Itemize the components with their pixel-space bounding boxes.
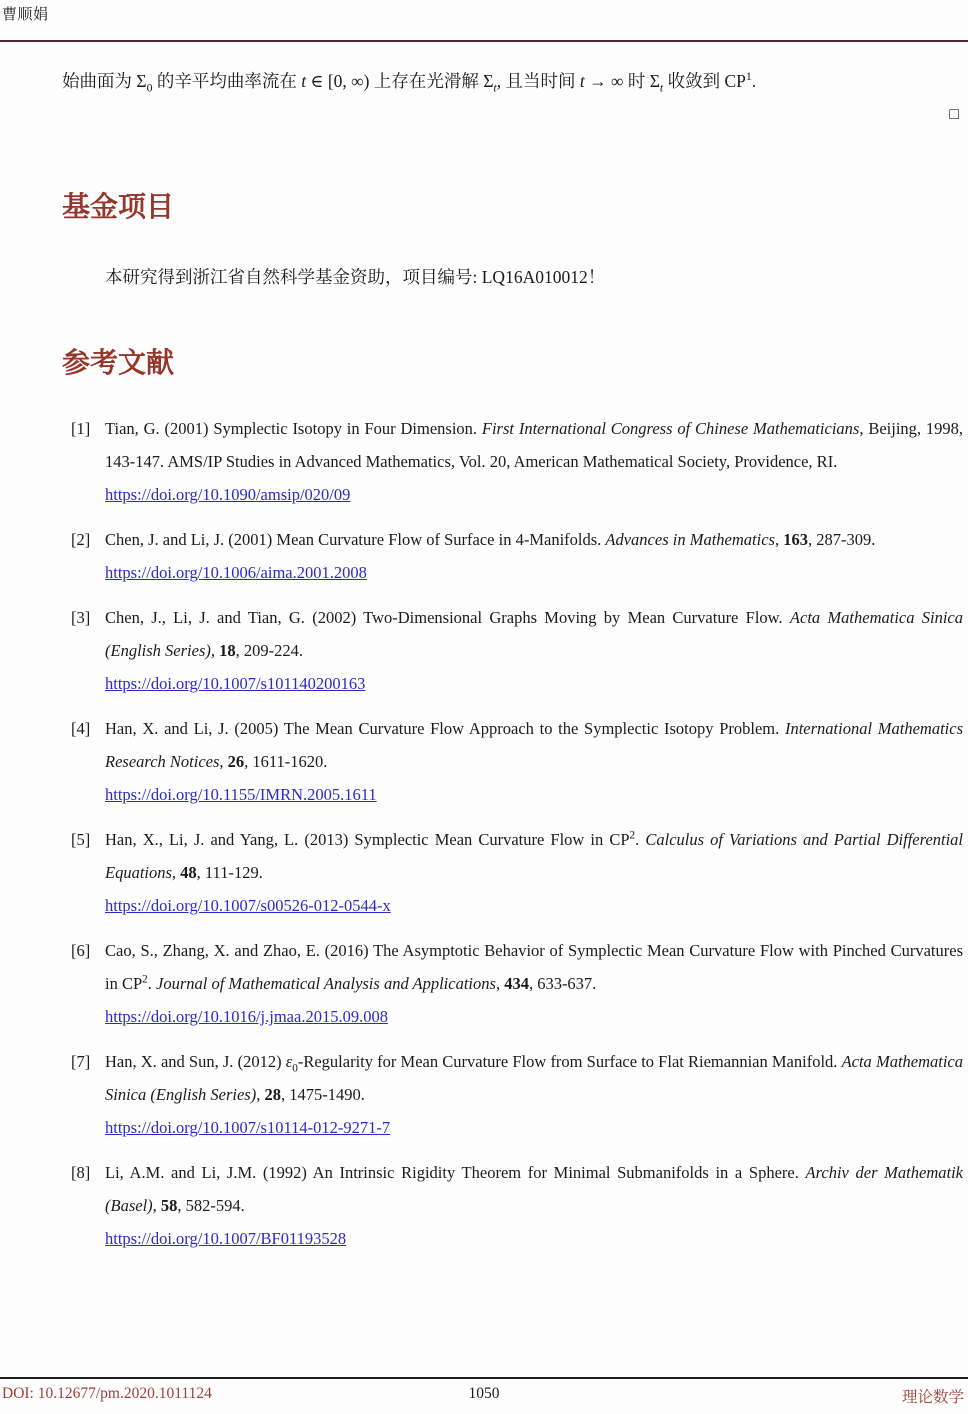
text-segment: , [171,863,181,882]
text-segment: Han, X. and Sun, J. (2012) [105,1052,286,1071]
footer-doi: DOI: 10.12677/pm.2020.1011124 [2,1385,212,1402]
text-segment: → ∞ 时 [584,71,650,91]
text-segment: Advances in Mathematics [605,530,775,549]
reference-item [62,823,963,922]
text-segment: 434 [504,974,529,993]
text-segment: Acta Mathematica Sinica (English Series) [105,1052,964,1104]
text-segment: Han, X. and Li, J. (2005) The Mean Curvature Flow Approach to the Symplectic Isotopy Problem. [105,719,785,738]
reference-list [62,412,963,1255]
text-segment: 48 [180,863,197,882]
text-segment: , 287-309. [807,530,876,549]
reference-number: [1] [71,419,91,438]
text-segment: Acta Mathematica Sinica (English Series) [105,608,964,660]
reference-text [105,1163,963,1215]
reference-text [105,530,875,549]
text-segment: , [219,752,228,771]
text-segment: Chen, J., Li, J. and Tian, G. (2002) Two-Dimensional Graphs Moving by Mean Curvature Flow. [105,608,790,627]
reference-text [105,941,963,993]
reference-doi-link[interactable]: https://doi.org/10.1155/IMRN.2005.1611 [105,785,377,804]
reference-text [105,419,963,471]
text-segment: . [147,974,157,993]
reference-text [105,1052,963,1104]
text-segment: Li, A.M. and Li, J.M. (1992) An Intrinsic Rigidity Theorem for Minimal Submanifolds in a Sphere. [105,1163,806,1182]
text-segment: t [659,80,664,95]
text-segment: , 209-224. [235,641,303,660]
reference-number: [6] [71,941,91,960]
text-segment: Chen, J. and Li, J. (2001) Mean Curvature Flow of Surface in 4-Manifolds. [105,530,606,549]
text-segment: Calculus of Variations and Partial Differential Equations [105,830,964,882]
text-segment: , 且当时间 [496,71,580,91]
reference-text [105,608,963,660]
text-segment: Σ [649,71,660,91]
text-segment: , 1475-1490. [280,1085,365,1104]
text-segment: t [301,71,307,91]
reference-item [62,601,963,700]
section-heading-references: 参考文献 [62,347,175,378]
text-segment: , [774,530,784,549]
text-segment: . [635,830,646,849]
reference-number: [3] [71,608,91,627]
header-rule [0,40,968,42]
reference-body [105,823,963,922]
text-segment: , Beijing, 1998, 143-147. AMS/IP Studies in Advanced Mathematics, Vol. 20, American Mathematical Society, Providence, RI. [105,419,963,471]
text-segment: , [210,641,220,660]
text-segment: t [579,71,585,91]
footer-rule [0,1377,968,1379]
footer-journal-name: 理论数学 [901,1389,964,1406]
text-segment: Cao, S., Zhang, X. and Zhao, E. (2016) The Asymptotic Behavior of Symplectic Mean Curvature Flow with Pinched Curvatures in CP [105,941,963,993]
reference-text [105,830,963,882]
reference-doi-link[interactable]: https://doi.org/10.1007/BF01193528 [105,1229,347,1248]
text-segment: , [256,1085,265,1104]
reference-text [105,719,963,771]
text-segment: 收敛到 CP [663,71,746,91]
reference-doi-link[interactable]: https://doi.org/10.1007/s101140200163 [105,674,366,693]
reference-doi-link[interactable]: https://doi.org/10.1016/j.jmaa.2015.09.008 [105,1007,388,1026]
text-segment: 1 [745,69,752,84]
reference-doi-link[interactable]: https://doi.org/10.1090/amsip/020/09 [105,485,351,504]
reference-item [62,523,963,589]
text-segment: 18 [219,641,236,660]
text-segment: Archiv der Mathematik (Basel) [105,1163,963,1215]
proof-paragraph [62,64,963,98]
text-segment: , 1611-1620. [244,752,328,771]
text-segment: 58 [160,1196,178,1215]
text-segment: 26 [227,752,245,771]
reference-doi-link[interactable]: https://doi.org/10.1007/s00526-012-0544-x [105,896,391,915]
text-segment: , [152,1196,161,1215]
text-segment: 的辛平均曲率流在 [152,71,302,91]
reference-number: [4] [71,719,91,738]
reference-body [105,412,963,511]
reference-body [105,712,963,811]
qed-symbol: □ [949,106,959,123]
footer-page-number: 1050 [468,1385,500,1402]
text-segment: Σ [136,71,147,91]
text-segment: 2 [629,829,636,842]
reference-number: [7] [71,1052,91,1071]
text-segment: ∈ [0, ∞) 上存在光滑解 [306,71,484,91]
text-segment: Tian, G. (2001) Symplectic Isotopy in Four Dimension. [105,419,482,438]
reference-body [105,934,963,1033]
reference-number: [2] [71,530,91,549]
text-segment: ε [285,1052,293,1071]
text-segment: First International Congress of Chinese Mathematicians [481,419,860,438]
text-segment: 0 [146,80,153,95]
text-segment: Journal of Mathematical Analysis and Applications [156,974,496,993]
text-segment: , [495,974,505,993]
reference-body [105,1045,963,1144]
text-segment: , 111-129. [196,863,263,882]
text-segment: 163 [783,530,808,549]
reference-number: [8] [71,1163,91,1182]
text-segment: 2 [142,973,148,986]
text-segment: 28 [264,1085,281,1104]
text-segment: -Regularity for Mean Curvature Flow from Surface to Flat Riemannian Manifold. [297,1052,842,1071]
reference-number: [5] [71,830,91,849]
text-segment: . [751,71,757,91]
text-segment: 0 [292,1062,298,1075]
reference-item [62,1045,963,1144]
reference-doi-link[interactable]: https://doi.org/10.1007/s10114-012-9271-7 [105,1118,391,1137]
reference-doi-link[interactable]: https://doi.org/10.1006/aima.2001.2008 [105,563,367,582]
reference-body [105,601,963,700]
running-header-author: 曹顺娟 [2,7,49,23]
text-segment: Σ [483,71,494,91]
reference-body [105,1156,963,1255]
reference-item [62,712,963,811]
reference-item [62,934,963,1033]
text-segment: 始曲面为 [62,71,137,91]
text-segment: , 582-594. [177,1196,245,1215]
funding-text: 本研究得到浙江省自然科学基金资助，项目编号: LQ16A010012！ [105,267,606,287]
reference-item [62,1156,963,1255]
reference-body [105,523,963,589]
text-segment: Han, X., Li, J. and Yang, L. (2013) Symplectic Mean Curvature Flow in CP [105,830,630,849]
page-body [62,64,963,1267]
text-segment: International Mathematics Research Notices [105,719,963,771]
section-heading-funding: 基金项目 [62,191,175,222]
text-segment: t [493,80,497,95]
reference-item [62,412,963,511]
text-segment: , 633-637. [528,974,597,993]
